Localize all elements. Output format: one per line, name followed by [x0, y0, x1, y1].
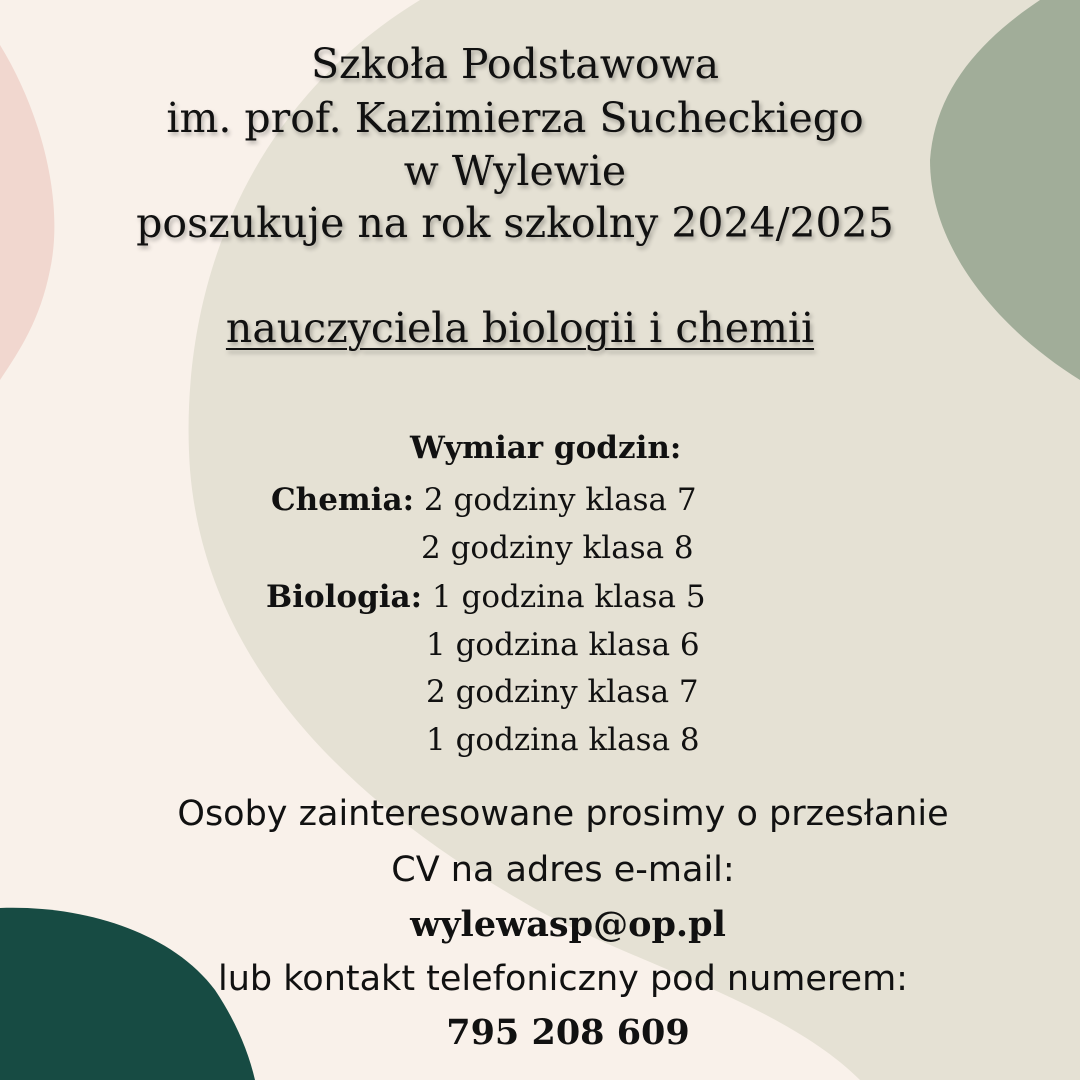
hours-title: Wymiar godzin:	[410, 430, 682, 466]
biology-hours: 1 godzina klasa 6	[426, 627, 700, 663]
chemistry-hours: 2 godziny klasa 7	[423, 482, 697, 518]
chemistry-row-2	[421, 528, 694, 568]
chemistry-hours: 2 godziny klasa 8	[421, 530, 694, 566]
biology-hours: 2 godziny klasa 7	[426, 674, 699, 710]
contact-email[interactable]: wylewasp@op.pl	[410, 904, 726, 945]
school-year-line: poszukuje na rok szkolny 2024/2025	[136, 199, 894, 247]
contact-cv: CV na adres e-mail:	[391, 850, 735, 890]
chemistry-label: Chemia:	[271, 482, 415, 518]
school-patron: im. prof. Kazimierza Sucheckiego	[166, 94, 864, 142]
biology-hours: 1 godzina klasa 5	[431, 579, 706, 615]
school-name: Szkoła Podstawowa	[310, 40, 720, 88]
biology-row-2	[426, 625, 700, 665]
contact-phone-intro: lub kontakt telefoniczny pod numerem:	[218, 959, 908, 999]
contact-intro: Osoby zainteresowane prosimy o przesłanie	[177, 794, 949, 834]
biology-row-3	[426, 672, 699, 712]
biology-row-4	[426, 720, 700, 760]
position-title: nauczyciela biologii i chemii	[225, 304, 815, 352]
biology-hours: 1 godzina klasa 8	[426, 722, 700, 758]
school-location: w Wylewie	[403, 147, 627, 195]
chemistry-row-1	[271, 480, 697, 520]
biology-label: Biologia:	[266, 579, 423, 615]
biology-row-1	[266, 577, 706, 617]
contact-phone[interactable]: 795 208 609	[446, 1012, 690, 1053]
